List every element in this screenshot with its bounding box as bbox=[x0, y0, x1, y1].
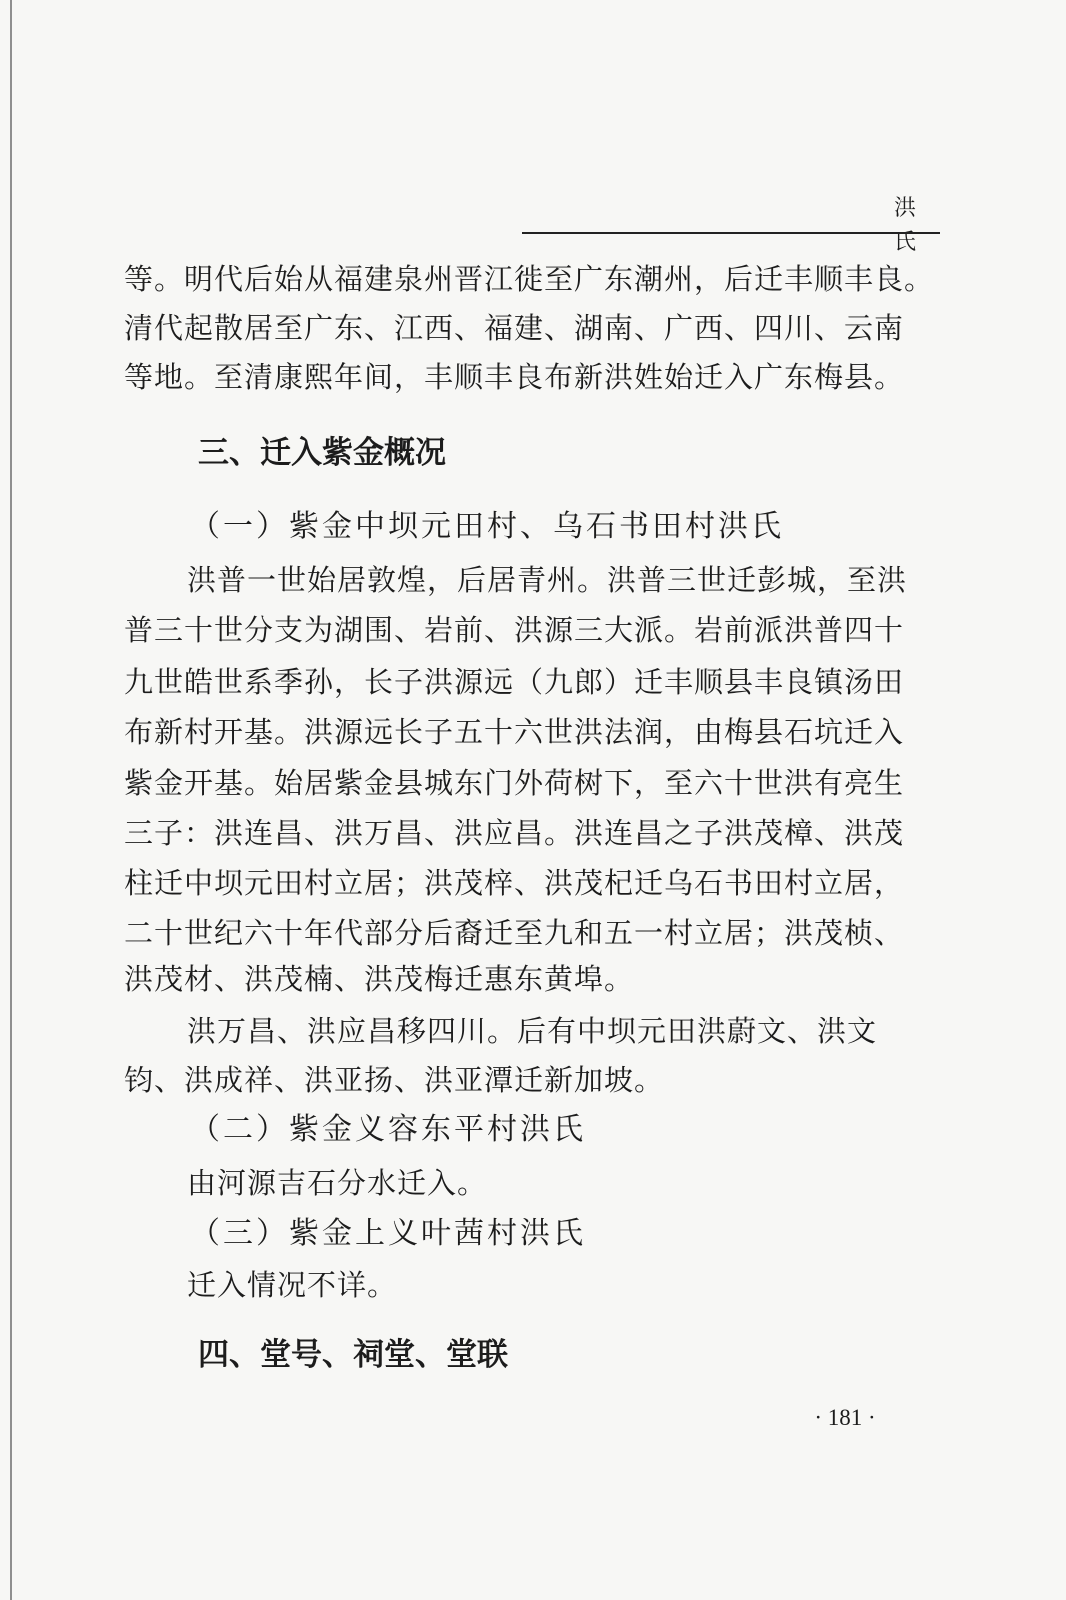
subsection-title-3: （三）紫金上义叶茜村洪氏 bbox=[190, 1216, 586, 1251]
paragraph-line: 三子：洪连昌、洪万昌、洪应昌。洪连昌之子洪茂樟、洪茂 bbox=[124, 816, 905, 850]
paragraph-line: 钧、洪成祥、洪亚扬、洪亚潭迁新加坡。 bbox=[124, 1063, 665, 1097]
paragraph-line: 九世皓世系季孙，长子洪源远（九郎）迁丰顺县丰良镇汤田 bbox=[124, 665, 905, 699]
paragraph-line: 普三十世分支为湖围、岩前、洪源三大派。岩前派洪普四十 bbox=[124, 613, 905, 647]
page-number: · 181 · bbox=[814, 1405, 876, 1430]
header-rule bbox=[522, 232, 940, 234]
paragraph-line: 柱迁中坝元田村立居；洪茂梓、洪茂杞迁乌石书田村立居， bbox=[124, 866, 905, 900]
paragraph-line: 紫金开基。始居紫金县城东门外荷树下，至六十世洪有亮生 bbox=[124, 766, 905, 800]
paragraph-line: 迁入情况不详。 bbox=[187, 1268, 398, 1302]
binding-edge-line bbox=[10, 0, 12, 1600]
section-title-3: 三、迁入紫金概况 bbox=[198, 435, 446, 471]
paragraph-line: 洪万昌、洪应昌移四川。后有中坝元田洪蔚文、洪文 bbox=[187, 1014, 878, 1048]
intro-line-3: 等地。至清康熙年间，丰顺丰良布新洪姓始迁入广东梅县。 bbox=[124, 360, 905, 394]
paragraph-line: 由河源吉石分水迁入。 bbox=[187, 1166, 488, 1200]
paragraph-line: 二十世纪六十年代部分后裔迁至九和五一村立居；洪茂桢、 bbox=[124, 916, 905, 950]
subsection-title-2: （二）紫金义容东平村洪氏 bbox=[190, 1112, 586, 1147]
intro-line-2: 清代起散居至广东、江西、福建、湖南、广西、四川、云南 bbox=[124, 311, 905, 345]
section-title-4: 四、堂号、祠堂、堂联 bbox=[198, 1337, 508, 1373]
paragraph-line: 布新村开基。洪源远长子五十六世洪法润，由梅县石坑迁入 bbox=[124, 715, 905, 749]
intro-line-1: 等。明代后始从福建泉州晋江徙至广东潮州，后迁丰顺丰良。 bbox=[124, 262, 935, 296]
subsection-title-1: （一）紫金中坝元田村、乌石书田村洪氏 bbox=[190, 509, 784, 544]
paragraph-line: 洪茂材、洪茂楠、洪茂梅迁惠东黄埠。 bbox=[124, 962, 635, 996]
paragraph-line: 洪普一世始居敦煌，后居青州。洪普三世迁彭城，至洪 bbox=[187, 563, 908, 597]
running-header: 洪 氏 bbox=[893, 196, 940, 255]
